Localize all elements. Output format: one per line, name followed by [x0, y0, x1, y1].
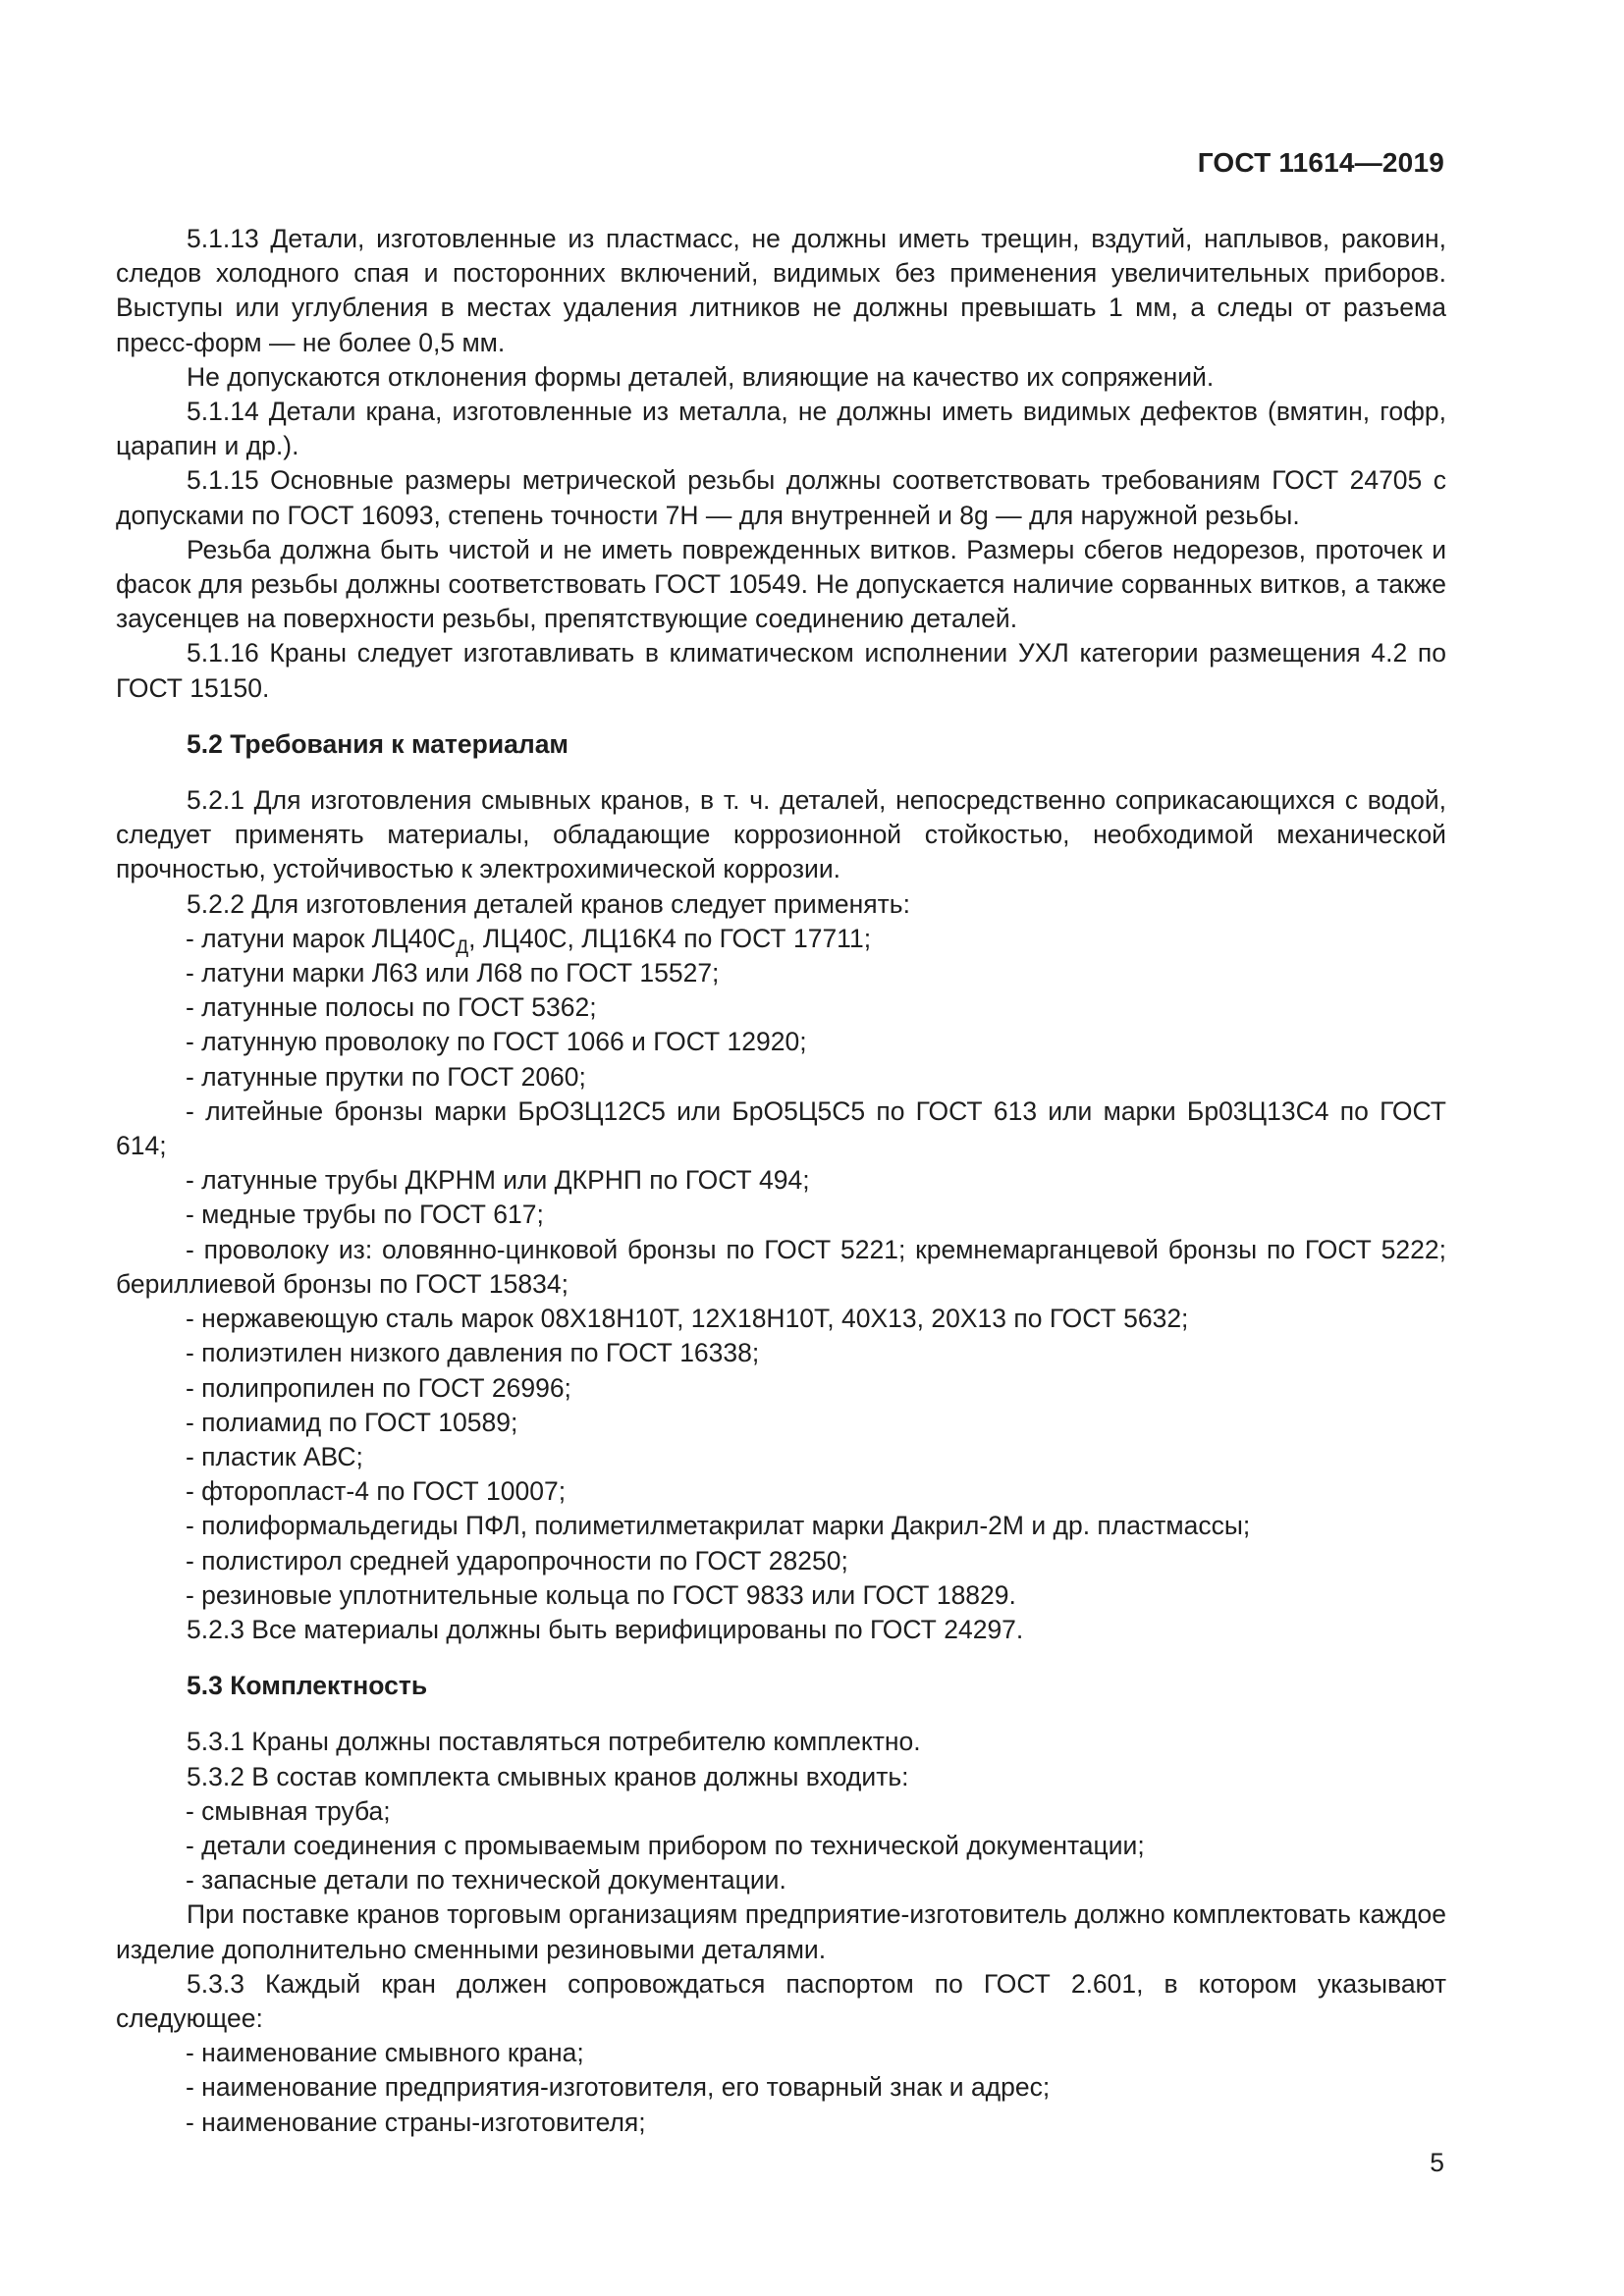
- paragraph-5-1-16: 5.1.16 Краны следует изготавливать в климатическом исполнении УХЛ категории размещения 4.2 по ГОСТ 15150.: [116, 638, 1446, 703]
- list-item: - латунные трубы ДКРНМ или ДКРНП по ГОСТ 494;: [186, 1165, 810, 1196]
- list-item: - латуни марки Л63 или Л68 по ГОСТ 15527;: [186, 958, 720, 988]
- paragraph-5-2-2: 5.2.2 Для изготовления деталей кранов следует применять:: [187, 888, 910, 919]
- list-item: - наименование смывного крана;: [186, 2038, 584, 2068]
- section-heading-5-3: 5.3 Комплектность: [187, 1671, 428, 1701]
- page-body: [116, 222, 1446, 2140]
- paragraph-thread: Резьба должна быть чистой и не иметь поврежденных витков. Размеры сбегов недорезов, проточек и фасок для резьбы должны соответствовать ГОСТ 10549. Не допускается наличие сорванных витков, а также заусенцев на поверхности резьбы, препятствующие соединению деталей.: [116, 534, 1446, 634]
- paragraph-5-1-14: 5.1.14 Детали крана, изготовленные из металла, не должны иметь видимых дефектов (вмятин, гофр, царапин и др.).: [116, 397, 1446, 461]
- list-item: - нержавеющую сталь марок 08Х18Н10Т, 12Х18Н10Т, 40Х13, 20Х13 по ГОСТ 5632;: [186, 1304, 1189, 1334]
- list-item: - полистирол средней ударопрочности по ГОСТ 28250;: [186, 1545, 848, 1575]
- paragraph-5-1-15: 5.1.15 Основные размеры метрической резьбы должны соответствовать требованиям ГОСТ 24705 с допусками по ГОСТ 16093, степень точности 7H — для внутренней и 8g — для наружной резьбы.: [116, 465, 1446, 530]
- list-item: - пластик АВС;: [186, 1441, 363, 1471]
- list-item: - полиформальдегиды ПФЛ, полиметилметакрилат марки Дакрил-2М и др. пластмассы;: [186, 1511, 1251, 1541]
- list-item: - резиновые уплотнительные кольца по ГОСТ 9833 или ГОСТ 18829.: [186, 1579, 1016, 1610]
- list-item: - полиэтилен низкого давления по ГОСТ 16338;: [186, 1338, 760, 1368]
- list-item: - проволоку из: оловянно-цинковой бронзы по ГОСТ 5221; кремнемарганцевой бронзы по ГОСТ 5222; бериллиевой бронзы по ГОСТ 15834;: [116, 1234, 1446, 1299]
- list-item: - литейные бронзы марки БрО3Ц12С5 или БрО5Ц5С5 по ГОСТ 613 или марки Бр03Ц13С4 по ГОСТ 614;: [116, 1095, 1446, 1161]
- list-item-text: , ЛЦ40С, ЛЦ16К4 по ГОСТ 17711;: [468, 923, 872, 953]
- list-item: - полипропилен по ГОСТ 26996;: [186, 1372, 571, 1403]
- list-item: - детали соединения с промываемым прибором по технической документации;: [186, 1830, 1145, 1860]
- list-item: - латунные полосы по ГОСТ 5362;: [186, 992, 597, 1023]
- page-number: 5: [1430, 2148, 1444, 2177]
- paragraph-trade-organizations: При поставке кранов торговым организациям предприятие-изготовитель должно комплектовать каждое изделие дополнительно сменными резиновыми деталями.: [116, 1899, 1446, 1964]
- section-heading-5-2: 5.2 Требования к материалам: [187, 728, 569, 759]
- subscript: Д: [456, 936, 469, 958]
- paragraph-5-2-3: 5.2.3 Все материалы должны быть верифицированы по ГОСТ 24297.: [187, 1614, 1024, 1644]
- list-item: - латунную проволоку по ГОСТ 1066 и ГОСТ 12920;: [186, 1027, 807, 1057]
- paragraph-5-1-13: 5.1.13 Детали, изготовленные из пластмасс, не должны иметь трещин, вздутий, наплывов, раковин, следов холодного спая и посторонних включений, видимых без применения увеличительных приборов. Выступы или углубления в местах удаления литников не должны превышать 1 мм, а следы от разъема пресс-форм — не более 0,5 мм.: [116, 224, 1446, 357]
- paragraph-5-3-3: 5.3.3 Каждый кран должен сопровождаться паспортом по ГОСТ 2.601, в котором указывают следующее:: [116, 1968, 1446, 2033]
- list-item: - смывная труба;: [186, 1795, 391, 1826]
- list-item: - полиамид по ГОСТ 10589;: [186, 1407, 518, 1437]
- list-item: - латунные прутки по ГОСТ 2060;: [186, 1061, 586, 1092]
- paragraph-5-2-1: 5.2.1 Для изготовления смывных кранов, в т. ч. деталей, непосредственно соприкасающихся с водой, следует применять материалы, обладающие коррозионной стойкостью, необходимой механической прочностью, устойчивостью к электрохимической коррозии.: [116, 785, 1446, 884]
- paragraph-5-3-1: 5.3.1 Краны должны поставляться потребителю комплектно.: [187, 1727, 921, 1757]
- paragraph-form-deviation: Не допускаются отклонения формы деталей, влияющие на качество их сопряжений.: [187, 361, 1215, 392]
- list-item: - наименование страны-изготовителя;: [186, 2107, 646, 2137]
- list-item: - медные трубы по ГОСТ 617;: [186, 1200, 544, 1230]
- paragraph-5-3-2: 5.3.2 В состав комплекта смывных кранов должны входить:: [187, 1761, 909, 1791]
- list-item: - наименование предприятия-изготовителя, его товарный знак и адрес;: [186, 2072, 1051, 2103]
- document-id: ГОСТ 11614—2019: [1197, 147, 1444, 178]
- list-item-text: - латуни марок ЛЦ40С: [186, 923, 457, 953]
- list-item: - фторопласт-4 по ГОСТ 10007;: [186, 1476, 567, 1507]
- list-item: - запасные детали по технической документации.: [186, 1865, 786, 1896]
- list-item: [116, 922, 1446, 956]
